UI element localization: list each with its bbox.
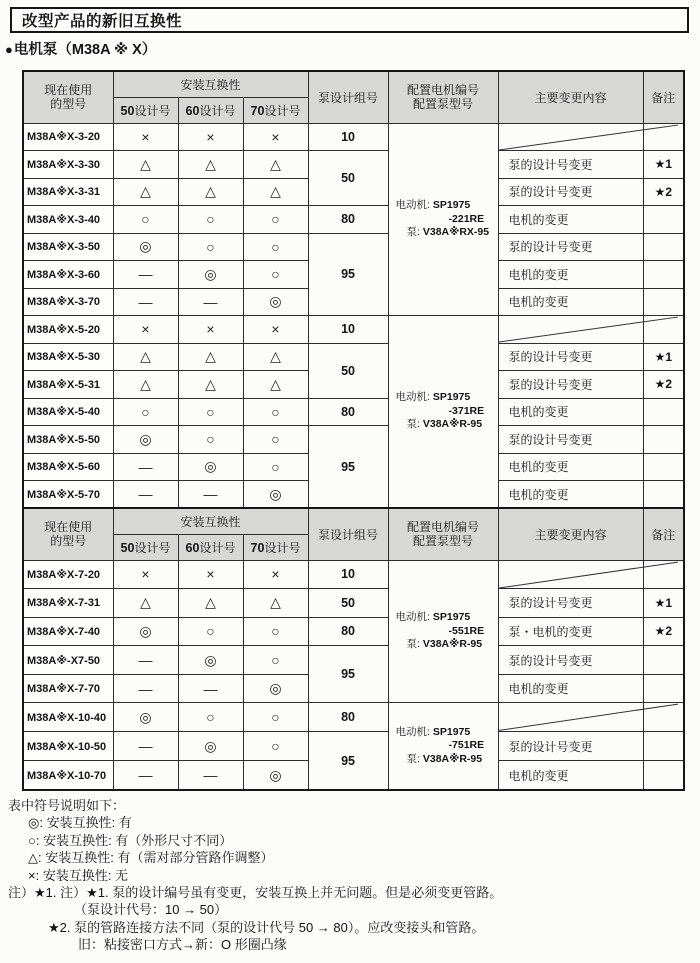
model-cell: M38A※X-5-70 — [23, 481, 113, 509]
change-cell: 泵的设计号变更 — [498, 646, 643, 675]
change-cell: 泵的设计号变更 — [498, 343, 643, 371]
diagonal-cell — [498, 560, 684, 589]
change-cell: 电机的变更 — [498, 674, 643, 703]
model-cell: M38A※X-5-50 — [23, 426, 113, 454]
section-subtitle — [5, 38, 156, 59]
note-line: ★2. 泵的管路连接方法不同（泵的设计代号 50 → 80）。应改变接头和管路。 — [48, 919, 485, 935]
change-cell: 泵的设计号变更 — [498, 178, 643, 206]
table-row — [23, 617, 684, 646]
pump-group-cell: 50 — [308, 343, 388, 398]
compat-cell-70: × — [243, 560, 308, 589]
compat-cell-60: ◎ — [178, 261, 243, 289]
header-config: 配置电机编号 配置泵型号 — [388, 508, 498, 560]
change-cell: 电机的变更 — [498, 761, 643, 790]
pump-group-cell: 95 — [308, 732, 388, 790]
change-cell: 泵的设计号变更 — [498, 426, 643, 454]
compat-cell-60: △ — [178, 151, 243, 179]
compat-cell-70: ○ — [243, 732, 308, 761]
compat-cell-60: △ — [178, 343, 243, 371]
compat-cell-70: △ — [243, 151, 308, 179]
model-cell: M38A※X-7-70 — [23, 674, 113, 703]
compat-cell-50: × — [113, 123, 178, 151]
remark-divider — [643, 124, 644, 151]
remark-cell: ★2 — [643, 371, 684, 399]
compat-cell-60: — — [178, 481, 243, 509]
model-cell: M38A※X-5-30 — [23, 343, 113, 371]
pump-group-cell: 80 — [308, 703, 388, 732]
compat-cell-70: × — [243, 123, 308, 151]
compat-cell-70: ○ — [243, 206, 308, 234]
diagonal-line-icon — [499, 124, 684, 151]
compat-cell-60: △ — [178, 589, 243, 618]
compat-cell-60: △ — [178, 178, 243, 206]
header-design-60: 60设计号 — [178, 534, 243, 560]
header-design-60: 60设计号 — [178, 97, 243, 123]
compat-cell-60: ○ — [178, 233, 243, 261]
header-config: 配置电机编号 配置泵型号 — [388, 71, 498, 123]
model-cell: M38A※X-3-70 — [23, 288, 113, 316]
remark-cell: ★1 — [643, 589, 684, 618]
remark-cell — [643, 261, 684, 289]
page-title-box — [10, 7, 689, 33]
model-cell: M38A※X-3-60 — [23, 261, 113, 289]
remark-cell — [643, 732, 684, 761]
compat-cell-70: ○ — [243, 426, 308, 454]
legend-item: ◎: 安装互换性: 有 — [28, 815, 132, 831]
model-cell: M38A※X-3-50 — [23, 233, 113, 261]
legend-item: ○: 安装互换性: 有（外形尺寸不同） — [28, 832, 233, 848]
compat-cell-70: ◎ — [243, 761, 308, 790]
remark-cell: ★2 — [643, 178, 684, 206]
compat-cell-60: — — [178, 674, 243, 703]
model-cell: M38A※X-5-31 — [23, 371, 113, 399]
change-cell: 泵的设计号变更 — [498, 233, 643, 261]
header-pump-design-group: 泵设计组号 — [308, 71, 388, 123]
compat-cell-60: ○ — [178, 617, 243, 646]
model-cell: M38A※X-3-40 — [23, 206, 113, 234]
remark-cell — [643, 426, 684, 454]
change-cell: 泵的设计号变更 — [498, 151, 643, 179]
compat-cell-70: ◎ — [243, 674, 308, 703]
compat-cell-50: — — [113, 761, 178, 790]
change-cell: 电机的变更 — [498, 453, 643, 481]
config-cell: 电动机: SP1975 -751RE 泵: V38A※R-95 — [388, 703, 498, 790]
compat-cell-60: — — [178, 761, 243, 790]
pump-group-cell: 80 — [308, 398, 388, 426]
pump-group-cell: 10 — [308, 560, 388, 589]
compat-cell-70: ○ — [243, 233, 308, 261]
diagonal-cell — [498, 703, 684, 732]
note-line: 注）★1. 注）★1. 泵的设计编号虽有变更，安装互换上并无问题。但是必须变更管路。 — [8, 885, 503, 901]
header-remark: 备注 — [643, 71, 684, 123]
pump-group-cell: 95 — [308, 233, 388, 316]
compat-cell-50: — — [113, 674, 178, 703]
table-row — [23, 151, 684, 179]
compat-cell-50: ◎ — [113, 233, 178, 261]
compat-cell-60: × — [178, 123, 243, 151]
table-row — [23, 732, 684, 761]
compat-cell-50: △ — [113, 589, 178, 618]
model-cell: M38A※X-3-20 — [23, 123, 113, 151]
remark-cell — [643, 206, 684, 234]
bullet-icon: ● — [5, 42, 13, 57]
remark-cell — [643, 761, 684, 790]
remark-cell — [643, 233, 684, 261]
model-cell: M38A※X-5-20 — [23, 316, 113, 344]
remark-cell — [643, 646, 684, 675]
compat-cell-50: △ — [113, 371, 178, 399]
remark-cell: ★1 — [643, 151, 684, 179]
model-cell: M38A※X-7-31 — [23, 589, 113, 618]
compat-cell-70: ◎ — [243, 288, 308, 316]
compat-cell-50: — — [113, 732, 178, 761]
compat-cell-50: — — [113, 646, 178, 675]
pump-group-cell: 80 — [308, 206, 388, 234]
header-design-50: 50设计号 — [113, 97, 178, 123]
change-cell: 电机的变更 — [498, 261, 643, 289]
legend-item: △: 安装互换性: 有（需对部分管路作调整） — [28, 850, 274, 866]
model-cell: M38A※X-3-31 — [23, 178, 113, 206]
header-install-compat: 安装互换性 — [113, 508, 308, 534]
compat-cell-50: △ — [113, 343, 178, 371]
compat-cell-70: ○ — [243, 398, 308, 426]
change-cell: 电机的变更 — [498, 398, 643, 426]
page-title: 改型产品的新旧互换性 — [22, 13, 183, 30]
compat-cell-60: × — [178, 560, 243, 589]
change-cell: 电机的变更 — [498, 481, 643, 509]
table-row — [23, 560, 684, 589]
compat-cell-70: ○ — [243, 453, 308, 481]
legend-intro: 表中符号说明如下： — [8, 798, 126, 813]
compat-cell-70: ○ — [243, 617, 308, 646]
compat-cell-60: ○ — [178, 206, 243, 234]
remark-divider — [643, 316, 644, 343]
remark-cell: ★1 — [643, 343, 684, 371]
table-row — [23, 123, 684, 151]
compat-cell-60: ◎ — [178, 646, 243, 675]
header-install-compat: 安装互换性 — [113, 71, 308, 97]
compat-cell-50: △ — [113, 151, 178, 179]
header-current-model: 现在使用 的型号 — [23, 71, 113, 123]
table-row — [23, 398, 684, 426]
compat-cell-70: × — [243, 316, 308, 344]
compat-cell-70: △ — [243, 178, 308, 206]
compat-cell-70: △ — [243, 343, 308, 371]
compat-cell-50: × — [113, 316, 178, 344]
model-cell: M38A※X-10-50 — [23, 732, 113, 761]
config-cell: 电动机: SP1975 -551RE 泵: V38A※R-95 — [388, 560, 498, 703]
compat-cell-60: ○ — [178, 398, 243, 426]
pump-group-cell: 95 — [308, 646, 388, 703]
symbol-legend — [8, 797, 502, 954]
remark-cell: ★2 — [643, 617, 684, 646]
diagonal-line-icon — [499, 703, 684, 731]
table-header-row — [23, 71, 684, 97]
table-row — [23, 646, 684, 675]
remark-cell — [643, 288, 684, 316]
change-cell: 泵的设计号变更 — [498, 589, 643, 618]
table-row — [23, 233, 684, 261]
compat-cell-60: ○ — [178, 426, 243, 454]
compat-cell-60: ◎ — [178, 732, 243, 761]
header-design-70: 70设计号 — [243, 534, 308, 560]
remark-cell — [643, 674, 684, 703]
compatibility-table — [22, 70, 685, 791]
table-row — [23, 703, 684, 732]
model-cell: M38A※X-3-30 — [23, 151, 113, 179]
table-row — [23, 589, 684, 618]
model-cell: M38A※X-10-70 — [23, 761, 113, 790]
compat-cell-50: ○ — [113, 206, 178, 234]
compat-cell-50: ◎ — [113, 703, 178, 732]
compat-cell-60: ○ — [178, 703, 243, 732]
pump-group-cell: 95 — [308, 426, 388, 509]
model-cell: M38A※X-7-40 — [23, 617, 113, 646]
model-cell: M38A※X-10-40 — [23, 703, 113, 732]
table-row — [23, 343, 684, 371]
compat-cell-70: ○ — [243, 646, 308, 675]
compat-cell-50: ○ — [113, 398, 178, 426]
legend-item: ×: 安装互换性: 无 — [28, 867, 129, 883]
pump-group-cell: 10 — [308, 316, 388, 344]
compat-cell-50: — — [113, 288, 178, 316]
header-design-70: 70设计号 — [243, 97, 308, 123]
header-design-50: 50设计号 — [113, 534, 178, 560]
table-row — [23, 426, 684, 454]
pump-group-cell: 10 — [308, 123, 388, 151]
note-line: （泵设计代号：10 → 50） — [74, 902, 228, 918]
model-cell: M38A※X-5-40 — [23, 398, 113, 426]
remark-cell — [643, 481, 684, 509]
header-main-change: 主要变更内容 — [498, 508, 643, 560]
compat-cell-60: × — [178, 316, 243, 344]
compat-cell-50: — — [113, 453, 178, 481]
diagonal-cell — [498, 123, 684, 151]
compat-cell-70: △ — [243, 589, 308, 618]
compat-cell-60: — — [178, 288, 243, 316]
header-current-model: 现在使用 的型号 — [23, 508, 113, 560]
compat-cell-50: △ — [113, 178, 178, 206]
header-remark: 备注 — [643, 508, 684, 560]
model-cell: M38A※-X7-50 — [23, 646, 113, 675]
note-line: 旧：粘接密口方式→新：O 形圈凸缘 — [78, 937, 287, 953]
compat-cell-70: ○ — [243, 703, 308, 732]
compat-cell-50: ◎ — [113, 617, 178, 646]
remark-cell — [643, 398, 684, 426]
pump-group-cell: 80 — [308, 617, 388, 646]
compat-cell-50: × — [113, 560, 178, 589]
model-cell: M38A※X-7-20 — [23, 560, 113, 589]
diagonal-cell — [498, 316, 684, 344]
change-cell: 电机的变更 — [498, 288, 643, 316]
pump-group-cell: 50 — [308, 589, 388, 618]
model-cell: M38A※X-5-60 — [23, 453, 113, 481]
table-row — [23, 206, 684, 234]
diagonal-line-icon — [499, 561, 684, 589]
remark-divider — [643, 561, 644, 589]
change-cell: 泵的设计号变更 — [498, 371, 643, 399]
compat-cell-60: △ — [178, 371, 243, 399]
compat-cell-50: — — [113, 261, 178, 289]
remark-divider — [643, 703, 644, 731]
header-main-change: 主要变更内容 — [498, 71, 643, 123]
config-cell: 电动机: SP1975 -221RE 泵: V38A※RX-95 — [388, 123, 498, 316]
table-row — [23, 316, 684, 344]
pump-group-cell: 50 — [308, 151, 388, 206]
section-subtitle-text: 电机泵（M38A ※ X） — [13, 42, 157, 58]
compat-cell-70: △ — [243, 371, 308, 399]
change-cell: 电机的变更 — [498, 206, 643, 234]
table-header-row — [23, 508, 684, 534]
change-cell: 泵・电机的变更 — [498, 617, 643, 646]
config-cell: 电动机: SP1975 -371RE 泵: V38A※R-95 — [388, 316, 498, 509]
header-pump-design-group: 泵设计组号 — [308, 508, 388, 560]
change-cell: 泵的设计号变更 — [498, 732, 643, 761]
diagonal-line-icon — [499, 316, 684, 343]
compat-cell-70: ◎ — [243, 481, 308, 509]
compat-cell-50: ◎ — [113, 426, 178, 454]
compat-cell-60: ◎ — [178, 453, 243, 481]
compat-cell-70: ○ — [243, 261, 308, 289]
compat-cell-50: — — [113, 481, 178, 509]
remark-cell — [643, 453, 684, 481]
